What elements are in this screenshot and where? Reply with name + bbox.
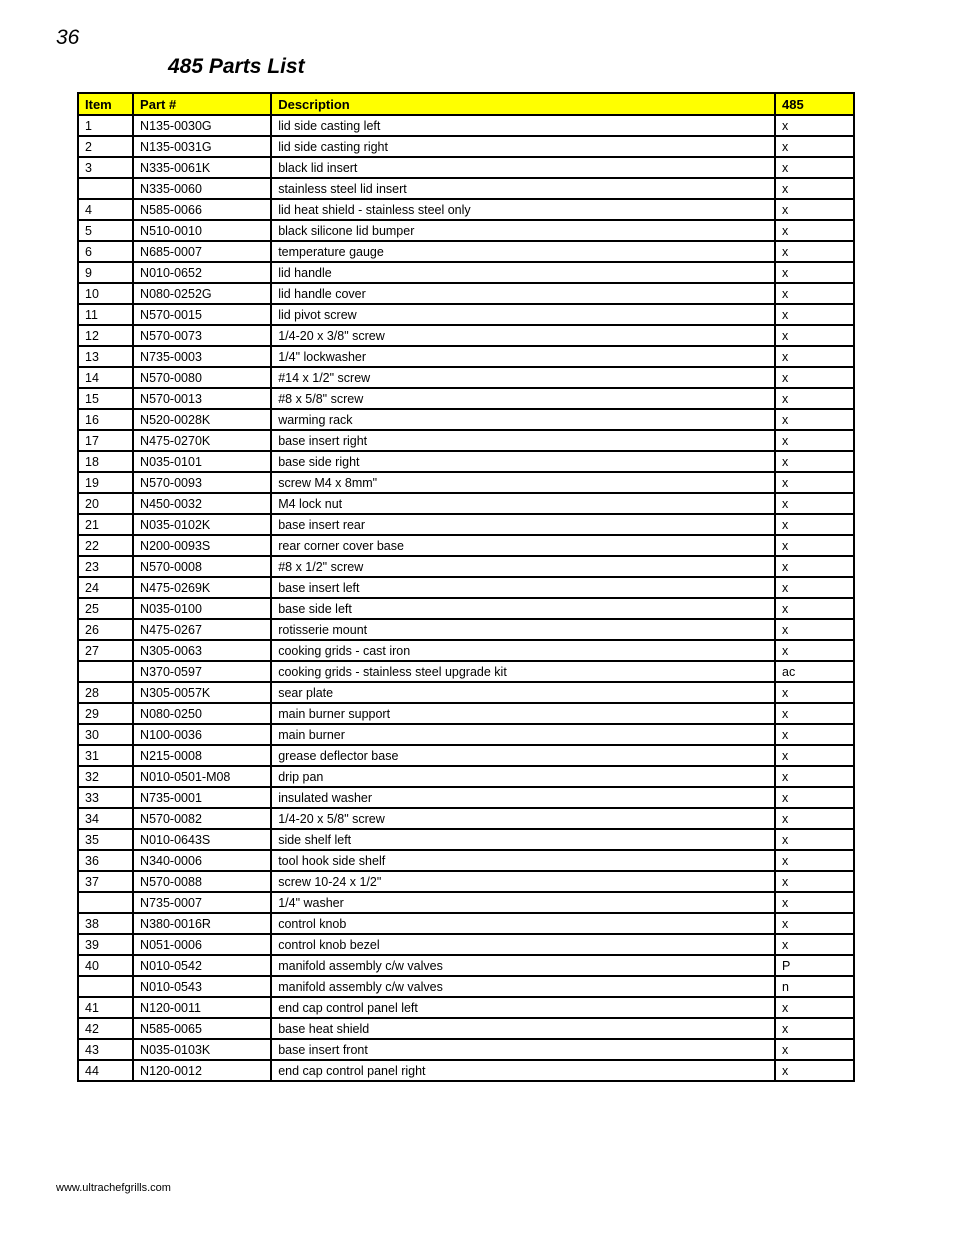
cell-model-485: x xyxy=(775,556,854,577)
table-row xyxy=(78,787,854,808)
cell-description: cooking grids - stainless steel upgrade kit xyxy=(271,661,775,682)
cell-item: 9 xyxy=(78,262,133,283)
cell-part-number: N735-0007 xyxy=(133,892,271,913)
cell-item xyxy=(78,892,133,913)
cell-description: black lid insert xyxy=(271,157,775,178)
cell-description: M4 lock nut xyxy=(271,493,775,514)
table-row xyxy=(78,157,854,178)
cell-description: rear corner cover base xyxy=(271,535,775,556)
cell-model-485: x xyxy=(775,451,854,472)
cell-description: tool hook side shelf xyxy=(271,850,775,871)
cell-item: 12 xyxy=(78,325,133,346)
table-row xyxy=(78,283,854,304)
table-row xyxy=(78,493,854,514)
cell-part-number: N200-0093S xyxy=(133,535,271,556)
cell-description: lid pivot screw xyxy=(271,304,775,325)
footer-url: www.ultrachefgrills.com xyxy=(56,1182,171,1194)
cell-part-number: N585-0066 xyxy=(133,199,271,220)
cell-part-number: N010-0501-M08 xyxy=(133,766,271,787)
cell-description: screw 10-24 x 1/2" xyxy=(271,871,775,892)
cell-part-number: N570-0082 xyxy=(133,808,271,829)
cell-model-485: x xyxy=(775,1039,854,1060)
cell-item: 30 xyxy=(78,724,133,745)
cell-description: warming rack xyxy=(271,409,775,430)
cell-model-485: x xyxy=(775,241,854,262)
table-row xyxy=(78,661,854,682)
cell-description: base insert rear xyxy=(271,514,775,535)
cell-item: 32 xyxy=(78,766,133,787)
cell-part-number: N305-0063 xyxy=(133,640,271,661)
table-row xyxy=(78,556,854,577)
cell-model-485: x xyxy=(775,724,854,745)
cell-model-485: x xyxy=(775,745,854,766)
cell-item xyxy=(78,178,133,199)
cell-item: 18 xyxy=(78,451,133,472)
table-row xyxy=(78,766,854,787)
cell-part-number: N450-0032 xyxy=(133,493,271,514)
cell-model-485: x xyxy=(775,178,854,199)
table-row xyxy=(78,619,854,640)
cell-part-number: N335-0061K xyxy=(133,157,271,178)
cell-model-485: x xyxy=(775,346,854,367)
table-row xyxy=(78,346,854,367)
cell-part-number: N010-0543 xyxy=(133,976,271,997)
cell-description: screw M4 x 8mm" xyxy=(271,472,775,493)
cell-model-485: x xyxy=(775,1060,854,1081)
cell-part-number: N100-0036 xyxy=(133,724,271,745)
cell-model-485: x xyxy=(775,787,854,808)
cell-description: grease deflector base xyxy=(271,745,775,766)
cell-model-485: x xyxy=(775,409,854,430)
cell-item xyxy=(78,661,133,682)
cell-model-485: x xyxy=(775,892,854,913)
cell-item: 23 xyxy=(78,556,133,577)
cell-part-number: N735-0003 xyxy=(133,346,271,367)
cell-model-485: x xyxy=(775,304,854,325)
cell-model-485: x xyxy=(775,640,854,661)
table-row xyxy=(78,829,854,850)
cell-description: cooking grids - cast iron xyxy=(271,640,775,661)
cell-description: lid handle xyxy=(271,262,775,283)
cell-item: 35 xyxy=(78,829,133,850)
header-description: Description xyxy=(271,93,775,115)
table-row xyxy=(78,388,854,409)
table-row xyxy=(78,304,854,325)
cell-item xyxy=(78,976,133,997)
cell-part-number: N510-0010 xyxy=(133,220,271,241)
cell-model-485: x xyxy=(775,157,854,178)
cell-model-485: x xyxy=(775,997,854,1018)
table-row xyxy=(78,871,854,892)
cell-item: 5 xyxy=(78,220,133,241)
cell-part-number: N735-0001 xyxy=(133,787,271,808)
cell-item: 44 xyxy=(78,1060,133,1081)
cell-item: 24 xyxy=(78,577,133,598)
table-row xyxy=(78,598,854,619)
cell-part-number: N570-0015 xyxy=(133,304,271,325)
table-row xyxy=(78,451,854,472)
table-row xyxy=(78,325,854,346)
cell-description: #8 x 1/2" screw xyxy=(271,556,775,577)
cell-description: temperature gauge xyxy=(271,241,775,262)
cell-part-number: N370-0597 xyxy=(133,661,271,682)
cell-model-485: x xyxy=(775,682,854,703)
cell-part-number: N475-0269K xyxy=(133,577,271,598)
cell-model-485: x xyxy=(775,388,854,409)
cell-item: 26 xyxy=(78,619,133,640)
table-row xyxy=(78,892,854,913)
table-row xyxy=(78,955,854,976)
cell-model-485: x xyxy=(775,472,854,493)
cell-model-485: x xyxy=(775,934,854,955)
cell-description: base insert front xyxy=(271,1039,775,1060)
cell-item: 10 xyxy=(78,283,133,304)
table-row xyxy=(78,745,854,766)
table-row xyxy=(78,430,854,451)
table-row xyxy=(78,1039,854,1060)
cell-item: 29 xyxy=(78,703,133,724)
cell-part-number: N035-0101 xyxy=(133,451,271,472)
cell-description: 1/4-20 x 5/8" screw xyxy=(271,808,775,829)
table-header-row xyxy=(78,93,854,115)
table-row xyxy=(78,472,854,493)
table-row xyxy=(78,640,854,661)
cell-part-number: N475-0270K xyxy=(133,430,271,451)
cell-description: base insert left xyxy=(271,577,775,598)
cell-model-485: x xyxy=(775,514,854,535)
table-row xyxy=(78,808,854,829)
cell-description: end cap control panel left xyxy=(271,997,775,1018)
cell-part-number: N305-0057K xyxy=(133,682,271,703)
table-row xyxy=(78,703,854,724)
cell-part-number: N035-0100 xyxy=(133,598,271,619)
cell-part-number: N080-0250 xyxy=(133,703,271,724)
cell-part-number: N570-0093 xyxy=(133,472,271,493)
header-model-485: 485 xyxy=(775,93,854,115)
cell-part-number: N380-0016R xyxy=(133,913,271,934)
cell-model-485: x xyxy=(775,493,854,514)
cell-description: control knob bezel xyxy=(271,934,775,955)
cell-description: manifold assembly c/w valves xyxy=(271,955,775,976)
table-row xyxy=(78,1018,854,1039)
table-row xyxy=(78,409,854,430)
cell-item: 1 xyxy=(78,115,133,136)
cell-item: 14 xyxy=(78,367,133,388)
cell-item: 38 xyxy=(78,913,133,934)
cell-model-485: x xyxy=(775,577,854,598)
cell-description: black silicone lid bumper xyxy=(271,220,775,241)
cell-item: 13 xyxy=(78,346,133,367)
cell-description: #14 x 1/2" screw xyxy=(271,367,775,388)
cell-model-485: n xyxy=(775,976,854,997)
cell-description: control knob xyxy=(271,913,775,934)
cell-item: 17 xyxy=(78,430,133,451)
cell-model-485: P xyxy=(775,955,854,976)
cell-model-485: x xyxy=(775,871,854,892)
table-row xyxy=(78,1060,854,1081)
cell-item: 15 xyxy=(78,388,133,409)
table-row xyxy=(78,850,854,871)
cell-model-485: x xyxy=(775,262,854,283)
table-row xyxy=(78,913,854,934)
cell-description: lid side casting left xyxy=(271,115,775,136)
cell-item: 27 xyxy=(78,640,133,661)
cell-part-number: N035-0102K xyxy=(133,514,271,535)
cell-model-485: x xyxy=(775,283,854,304)
cell-model-485: x xyxy=(775,850,854,871)
cell-model-485: x xyxy=(775,703,854,724)
cell-item: 20 xyxy=(78,493,133,514)
cell-part-number: N010-0652 xyxy=(133,262,271,283)
cell-item: 16 xyxy=(78,409,133,430)
cell-model-485: x xyxy=(775,1018,854,1039)
table-row xyxy=(78,136,854,157)
cell-model-485: ac xyxy=(775,661,854,682)
cell-model-485: x xyxy=(775,136,854,157)
cell-description: end cap control panel right xyxy=(271,1060,775,1081)
cell-item: 21 xyxy=(78,514,133,535)
page-title: 485 Parts List xyxy=(168,55,305,78)
cell-item: 31 xyxy=(78,745,133,766)
cell-part-number: N035-0103K xyxy=(133,1039,271,1060)
cell-model-485: x xyxy=(775,829,854,850)
cell-model-485: x xyxy=(775,325,854,346)
table-row xyxy=(78,997,854,1018)
cell-part-number: N570-0073 xyxy=(133,325,271,346)
cell-part-number: N010-0643S xyxy=(133,829,271,850)
cell-part-number: N120-0011 xyxy=(133,997,271,1018)
cell-description: stainless steel lid insert xyxy=(271,178,775,199)
table-row xyxy=(78,682,854,703)
cell-item: 39 xyxy=(78,934,133,955)
cell-part-number: N010-0542 xyxy=(133,955,271,976)
cell-model-485: x xyxy=(775,535,854,556)
cell-part-number: N080-0252G xyxy=(133,283,271,304)
table-row xyxy=(78,115,854,136)
table-row xyxy=(78,934,854,955)
table-row xyxy=(78,514,854,535)
cell-description: main burner support xyxy=(271,703,775,724)
cell-item: 37 xyxy=(78,871,133,892)
cell-description: insulated washer xyxy=(271,787,775,808)
cell-description: base insert right xyxy=(271,430,775,451)
cell-description: base heat shield xyxy=(271,1018,775,1039)
header-item: Item xyxy=(78,93,133,115)
cell-item: 11 xyxy=(78,304,133,325)
cell-item: 22 xyxy=(78,535,133,556)
table-row xyxy=(78,241,854,262)
cell-part-number: N120-0012 xyxy=(133,1060,271,1081)
cell-item: 3 xyxy=(78,157,133,178)
cell-part-number: N570-0008 xyxy=(133,556,271,577)
cell-item: 43 xyxy=(78,1039,133,1060)
cell-part-number: N475-0267 xyxy=(133,619,271,640)
cell-part-number: N570-0088 xyxy=(133,871,271,892)
cell-item: 6 xyxy=(78,241,133,262)
cell-model-485: x xyxy=(775,766,854,787)
cell-description: rotisserie mount xyxy=(271,619,775,640)
cell-description: base side right xyxy=(271,451,775,472)
cell-model-485: x xyxy=(775,913,854,934)
cell-model-485: x xyxy=(775,115,854,136)
cell-item: 2 xyxy=(78,136,133,157)
cell-description: base side left xyxy=(271,598,775,619)
cell-part-number: N570-0013 xyxy=(133,388,271,409)
cell-description: 1/4-20 x 3/8" screw xyxy=(271,325,775,346)
cell-part-number: N570-0080 xyxy=(133,367,271,388)
cell-description: lid side casting right xyxy=(271,136,775,157)
cell-description: 1/4" lockwasher xyxy=(271,346,775,367)
cell-description: #8 x 5/8" screw xyxy=(271,388,775,409)
table-row xyxy=(78,535,854,556)
parts-table-body xyxy=(78,115,854,1081)
cell-description: manifold assembly c/w valves xyxy=(271,976,775,997)
table-row xyxy=(78,178,854,199)
cell-part-number: N215-0008 xyxy=(133,745,271,766)
table-row xyxy=(78,577,854,598)
cell-item: 42 xyxy=(78,1018,133,1039)
cell-part-number: N051-0006 xyxy=(133,934,271,955)
cell-description: lid handle cover xyxy=(271,283,775,304)
cell-part-number: N335-0060 xyxy=(133,178,271,199)
cell-item: 34 xyxy=(78,808,133,829)
cell-item: 25 xyxy=(78,598,133,619)
cell-part-number: N685-0007 xyxy=(133,241,271,262)
cell-model-485: x xyxy=(775,199,854,220)
cell-description: 1/4" washer xyxy=(271,892,775,913)
cell-description: lid heat shield - stainless steel only xyxy=(271,199,775,220)
cell-description: sear plate xyxy=(271,682,775,703)
cell-model-485: x xyxy=(775,598,854,619)
cell-item: 40 xyxy=(78,955,133,976)
cell-part-number: N520-0028K xyxy=(133,409,271,430)
cell-part-number: N135-0030G xyxy=(133,115,271,136)
cell-item: 19 xyxy=(78,472,133,493)
cell-item: 36 xyxy=(78,850,133,871)
cell-description: main burner xyxy=(271,724,775,745)
cell-item: 41 xyxy=(78,997,133,1018)
cell-part-number: N585-0065 xyxy=(133,1018,271,1039)
cell-model-485: x xyxy=(775,430,854,451)
cell-part-number: N340-0006 xyxy=(133,850,271,871)
cell-description: drip pan xyxy=(271,766,775,787)
cell-model-485: x xyxy=(775,619,854,640)
cell-item: 28 xyxy=(78,682,133,703)
cell-model-485: x xyxy=(775,220,854,241)
table-row xyxy=(78,976,854,997)
cell-description: side shelf left xyxy=(271,829,775,850)
table-row xyxy=(78,367,854,388)
table-row xyxy=(78,199,854,220)
table-row xyxy=(78,220,854,241)
header-part-number: Part # xyxy=(133,93,271,115)
table-row xyxy=(78,724,854,745)
cell-item: 4 xyxy=(78,199,133,220)
cell-model-485: x xyxy=(775,808,854,829)
table-row xyxy=(78,262,854,283)
cell-item: 33 xyxy=(78,787,133,808)
cell-model-485: x xyxy=(775,367,854,388)
page-number: 36 xyxy=(56,26,80,49)
parts-table xyxy=(77,92,855,1082)
cell-part-number: N135-0031G xyxy=(133,136,271,157)
